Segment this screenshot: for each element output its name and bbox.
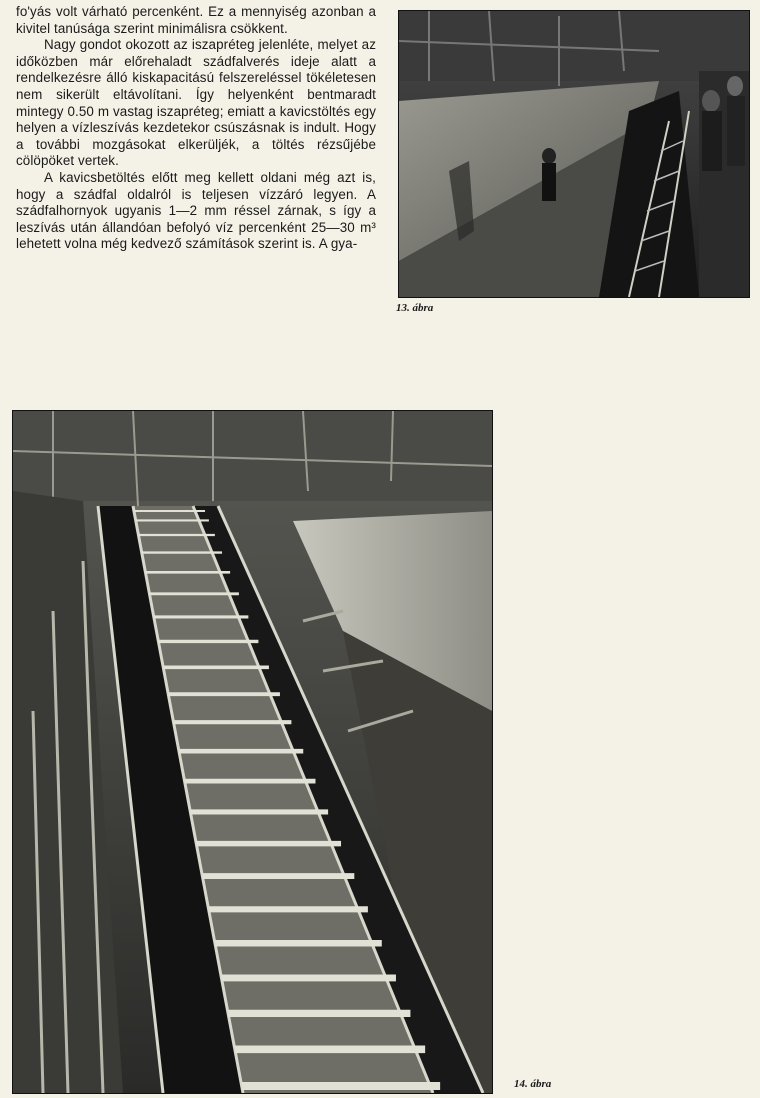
figure-13-photo (398, 10, 750, 298)
article-text-column (16, 4, 376, 253)
figure-14-caption: 14. ábra (514, 1078, 552, 1090)
figure-14-photo (12, 410, 493, 1094)
paragraph-1: fo'yás volt várható percenként. Ez a mennyiség azonban a kivitel tanúsága szerint minimálisra csökkent. (16, 4, 376, 36)
figure-13-caption: 13. ábra (396, 302, 434, 314)
paragraph-3: A kavicsbetöltés előtt meg kellett oldani még azt is, hogy a szádfal oldalról is teljesen vízzáró legyen. A szádfalhornyok ugyanis 1—2 mm réssel zárnak, s így a leszívás után állandóan befolyó víz percenként 25—30 m³ lehetett volna még kedvező számítások szerint is. A gya- (16, 169, 376, 252)
paragraph-2: Nagy gondot okozott az iszapréteg jelenléte, melyet az időközben már előrehaladt szádfalverés ideje alatt a rendelkezésre álló kiskapacitású felszereléssel tökéletesen nem sikerült eltávolítani. Így helyenként bentmaradt mintegy 0.50 m vastag iszapréteg; emiatt a kavicstöltés egy helyen a vízleszívás kezdetekor csúszásnak is indult. Hogy a további mozgásokat elkerüljék, a töltés rézsűjébe cölöpöket vertek. (16, 37, 376, 169)
figure-13-image (399, 11, 749, 297)
figure-14-image (13, 411, 492, 1093)
